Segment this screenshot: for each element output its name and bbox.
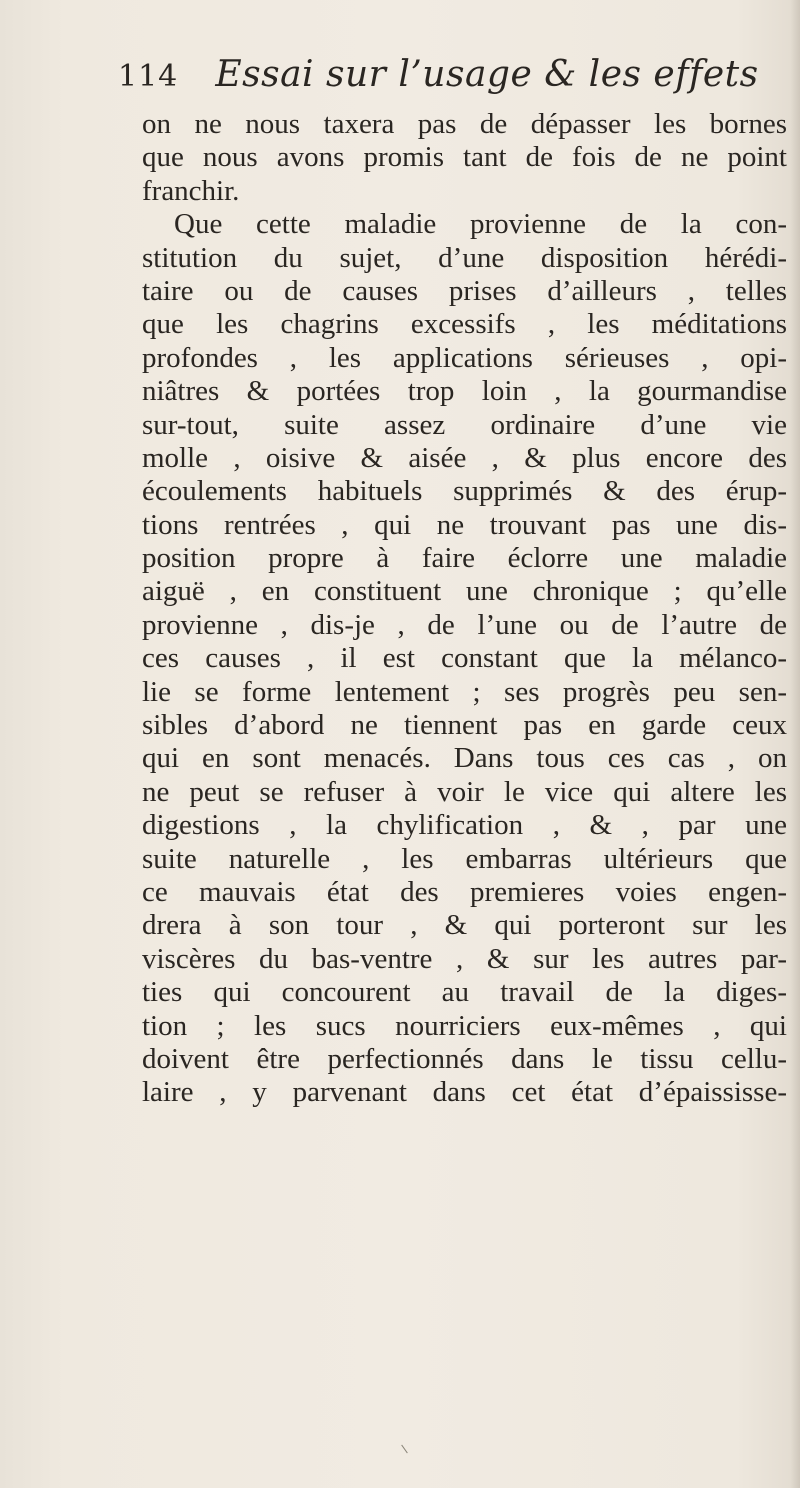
text-line: Que cette maladie provienne de la con- [174, 208, 787, 241]
body-text [142, 108, 787, 1110]
text-line: digestions , la chylification , & , par une [142, 809, 787, 842]
text-line: taire ou de causes prises d’ailleurs , telles [142, 274, 787, 307]
text-line: ties qui concourent au travail de la diges- [142, 976, 787, 1009]
text-line: ce mauvais état des premieres voies engen- [142, 875, 787, 908]
text-line: tion ; les sucs nourriciers eux-mêmes , qui [142, 1009, 787, 1042]
text-line: que les chagrins excessifs , les méditations [142, 308, 787, 341]
text-line: aiguë , en constituent une chronique ; qu’elle [142, 575, 787, 608]
stray-ink-mark [401, 1445, 408, 1454]
text-line: laire , y parvenant dans cet état d’épaississe- [142, 1076, 787, 1109]
text-line: écoulements habituels supprimés & des érup- [142, 475, 787, 508]
text-line: qui en sont menacés. Dans tous ces cas , on [142, 742, 787, 775]
text-line: que nous avons promis tant de fois de ne point [142, 141, 787, 174]
text-line: provienne , dis-je , de l’une ou de l’autre de [142, 608, 787, 641]
running-title: Essai sur l’usage & les effets [215, 54, 759, 95]
page-number: 114 [118, 59, 179, 94]
text-line: drera à son tour , & qui porteront sur les [142, 909, 787, 942]
text-line: profondes , les applications sérieuses , opi- [142, 341, 787, 374]
text-line: viscères du bas-ventre , & sur les autres par- [142, 942, 787, 975]
text-line: on ne nous taxera pas de dépasser les bornes [142, 108, 787, 140]
text-line: doivent être perfectionnés dans le tissu cellu- [142, 1042, 787, 1075]
text-line: position propre à faire éclorre une maladie [142, 542, 787, 575]
running-head [118, 54, 758, 114]
text-line: stitution du sujet, d’une disposition hérédi- [142, 241, 787, 274]
text-line: sur-tout, suite assez ordinaire d’une vie [142, 408, 787, 441]
text-line: molle , oisive & aisée , & plus encore des [142, 441, 787, 474]
text-line: ne peut se refuser à voir le vice qui altere les [142, 775, 787, 808]
text-line: ces causes , il est constant que la mélanco- [142, 642, 787, 675]
text-line: suite naturelle , les embarras ultérieurs que [142, 842, 787, 875]
text-line: niâtres & portées trop loin , la gourmandise [142, 375, 787, 408]
text-line: lie se forme lentement ; ses progrès peu sen- [142, 675, 787, 708]
page-edge-shadow [790, 0, 800, 1488]
text-line: sibles d’abord ne tiennent pas en garde ceux [142, 709, 787, 742]
text-line: franchir. [142, 174, 240, 207]
text-line: tions rentrées , qui ne trouvant pas une dis- [142, 508, 787, 541]
